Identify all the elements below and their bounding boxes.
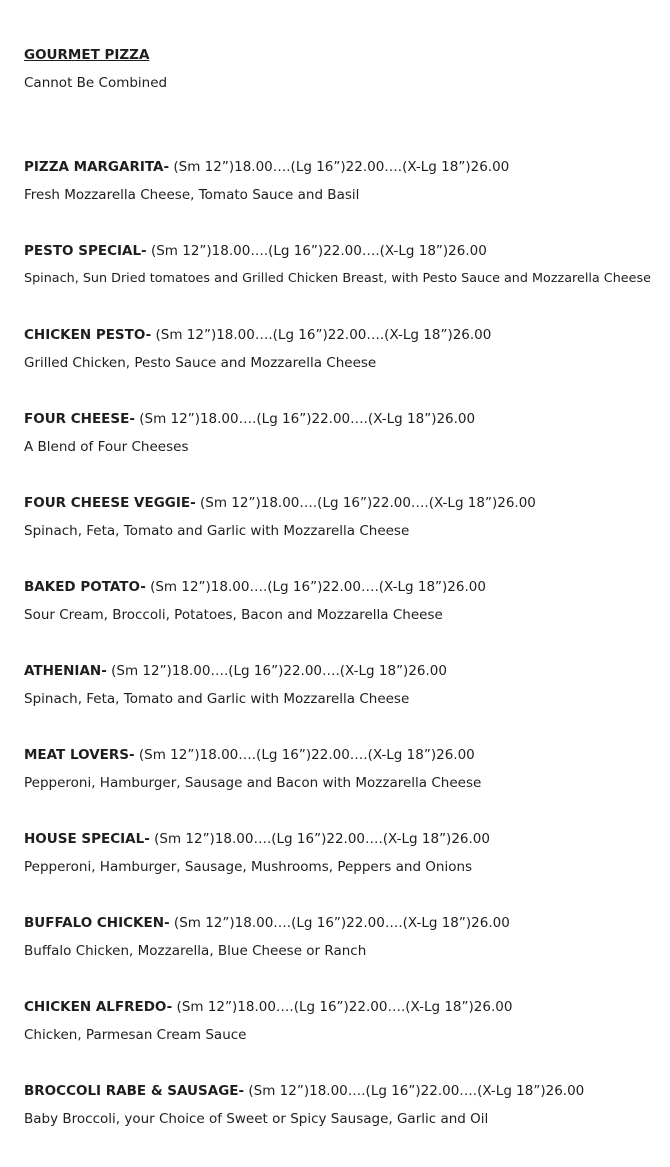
item-heading [24, 663, 447, 679]
item-name: BROCCOLI RABE & SAUSAGE- [24, 1083, 245, 1099]
item-name: BAKED POTATO- [24, 579, 146, 595]
item-heading [24, 159, 509, 175]
item-heading [24, 495, 536, 511]
item-prices: (Sm 12”)18.00….(Lg 16”)22.00….(X-Lg 18”)26.00 [111, 663, 447, 679]
item-name: BUFFALO CHICKEN- [24, 915, 170, 931]
item-heading [24, 243, 487, 259]
item-heading [24, 915, 510, 931]
menu-item-house-special [24, 831, 664, 915]
item-heading [24, 411, 475, 427]
item-prices: (Sm 12”)18.00….(Lg 16”)22.00….(X-Lg 18”)26.00 [176, 999, 513, 1015]
item-name: PESTO SPECIAL- [24, 243, 147, 259]
menu-item-pizza-margarita [24, 159, 664, 243]
item-description: Sour Cream, Broccoli, Potatoes, Bacon and Mozzarella Cheese [24, 607, 443, 623]
item-description: Chicken, Parmesan Cream Sauce [24, 1027, 247, 1043]
item-description: Spinach, Sun Dried tomatoes and Grilled Chicken Breast, with Pesto Sauce and Mozzarella Cheese [24, 271, 651, 286]
item-prices: (Sm 12”)18.00….(Lg 16”)22.00….(X-Lg 18”)26.00 [173, 915, 510, 931]
item-name: HOUSE SPECIAL- [24, 831, 150, 847]
item-description: Grilled Chicken, Pesto Sauce and Mozzarella Cheese [24, 355, 377, 371]
item-description: Buffalo Chicken, Mozzarella, Blue Cheese or Ranch [24, 943, 367, 959]
menu-item-chicken-alfredo [24, 999, 664, 1083]
menu-item-broccoli-rabe-sausage [24, 1083, 664, 1167]
item-name: CHICKEN ALFREDO- [24, 999, 173, 1015]
menu-item-four-cheese [24, 411, 664, 495]
section-title: GOURMET PIZZA [24, 47, 150, 63]
item-heading [24, 327, 491, 343]
item-description: Spinach, Feta, Tomato and Garlic with Mozzarella Cheese [24, 691, 410, 707]
menu-item-meat-lovers [24, 747, 664, 831]
item-prices: (Sm 12”)18.00….(Lg 16”)22.00….(X-Lg 18”)26.00 [173, 159, 510, 175]
item-name: ATHENIAN- [24, 663, 107, 679]
item-prices: (Sm 12”)18.00….(Lg 16”)22.00….(X-Lg 18”)26.00 [200, 495, 536, 511]
item-prices: (Sm 12”)18.00….(Lg 16”)22.00….(X-Lg 18”)26.00 [150, 579, 486, 595]
item-name: CHICKEN PESTO- [24, 327, 152, 343]
item-prices: (Sm 12”)18.00….(Lg 16”)22.00….(X-Lg 18”)26.00 [150, 243, 487, 259]
item-prices: (Sm 12”)18.00….(Lg 16”)22.00….(X-Lg 18”)26.00 [248, 1083, 585, 1099]
menu-item-athenian [24, 663, 664, 747]
item-description: Pepperoni, Hamburger, Sausage and Bacon with Mozzarella Cheese [24, 775, 482, 791]
menu-item-four-cheese-veggie [24, 495, 664, 579]
item-name: FOUR CHEESE VEGGIE- [24, 495, 196, 511]
item-name: PIZZA MARGARITA- [24, 159, 170, 175]
section-subtitle: Cannot Be Combined [24, 75, 168, 91]
item-description: Fresh Mozzarella Cheese, Tomato Sauce and Basil [24, 187, 360, 203]
item-prices: (Sm 12”)18.00….(Lg 16”)22.00….(X-Lg 18”)26.00 [139, 411, 476, 427]
item-prices: (Sm 12”)18.00….(Lg 16”)22.00….(X-Lg 18”)26.00 [155, 327, 492, 343]
item-name: MEAT LOVERS- [24, 747, 135, 763]
menu-item-buffalo-chicken [24, 915, 664, 999]
menu-item-pesto-special [24, 243, 664, 327]
menu-items [24, 159, 664, 1167]
menu-item-baked-potato [24, 579, 664, 663]
item-heading [24, 747, 475, 763]
item-description: Pepperoni, Hamburger, Sausage, Mushrooms, Peppers and Onions [24, 859, 473, 875]
item-prices: (Sm 12”)18.00….(Lg 16”)22.00….(X-Lg 18”)26.00 [138, 747, 475, 763]
item-description: Baby Broccoli, your Choice of Sweet or Spicy Sausage, Garlic and Oil [24, 1111, 489, 1127]
item-heading [24, 999, 512, 1015]
item-description: A Blend of Four Cheeses [24, 439, 189, 455]
item-name: FOUR CHEESE- [24, 411, 135, 427]
item-description: Spinach, Feta, Tomato and Garlic with Mozzarella Cheese [24, 523, 410, 539]
item-heading [24, 579, 486, 595]
menu-item-chicken-pesto [24, 327, 664, 411]
item-prices: (Sm 12”)18.00….(Lg 16”)22.00….(X-Lg 18”)26.00 [154, 831, 490, 847]
item-heading [24, 1083, 584, 1099]
item-heading [24, 831, 490, 847]
